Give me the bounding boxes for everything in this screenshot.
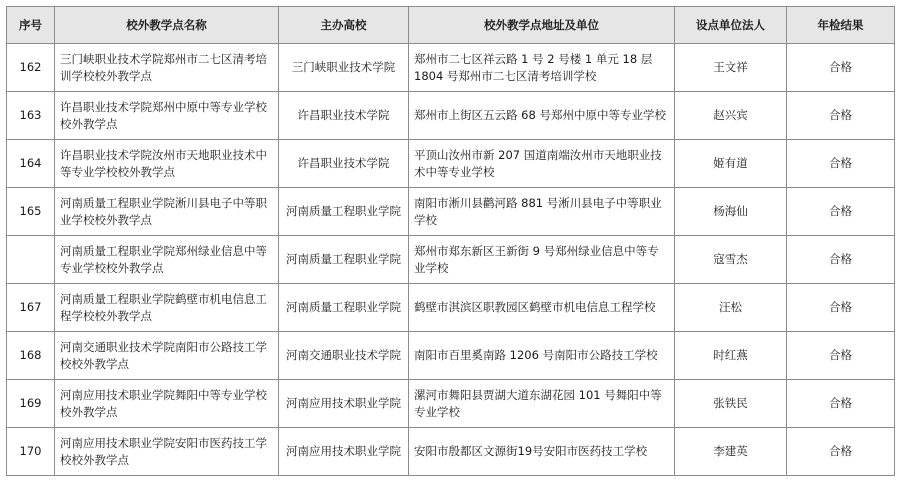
- cell-name: 河南应用技术职业学院安阳市医药技工学校校外教学点: [55, 428, 279, 476]
- cell-address: 漯河市舞阳县贾湖大道东湖花园 101 号舞阳中等专业学校: [409, 380, 675, 428]
- cell-result: 合格: [787, 332, 895, 380]
- inspection-table: [6, 6, 895, 476]
- cell-no: 168: [7, 332, 55, 380]
- cell-name: 河南质量工程职业学院郑州绿业信息中等专业学校校外教学点: [55, 236, 279, 284]
- cell-result: 合格: [787, 380, 895, 428]
- cell-representative: 寇雪杰: [675, 236, 787, 284]
- cell-address: 鹤壁市淇滨区职教园区鹤壁市机电信息工程学校: [409, 284, 675, 332]
- cell-school: 河南交通职业技术学院: [279, 332, 409, 380]
- cell-name: 河南质量工程职业学院鹤壁市机电信息工程学校校外教学点: [55, 284, 279, 332]
- header-no: 序号: [7, 7, 55, 44]
- header-result: 年检结果: [787, 7, 895, 44]
- cell-school: 河南质量工程职业学院: [279, 188, 409, 236]
- cell-representative: 李建英: [675, 428, 787, 476]
- cell-no: 162: [7, 44, 55, 92]
- cell-address: 安阳市殷都区文源街19号安阳市医药技工学校: [409, 428, 675, 476]
- cell-no: 167: [7, 284, 55, 332]
- table-row: [7, 332, 895, 380]
- header-name: 校外教学点名称: [55, 7, 279, 44]
- cell-representative: 赵兴宾: [675, 92, 787, 140]
- cell-no: 163: [7, 92, 55, 140]
- cell-address: 郑州市郑东新区王新街 9 号郑州绿业信息中等专业学校: [409, 236, 675, 284]
- cell-school: 河南质量工程职业学院: [279, 284, 409, 332]
- cell-representative: 王文祥: [675, 44, 787, 92]
- cell-address: 南阳市淅川县鹳河路 881 号淅川县电子中等职业学校: [409, 188, 675, 236]
- table-row: [7, 188, 895, 236]
- cell-name: 河南应用技术职业学院舞阳中等专业学校校外教学点: [55, 380, 279, 428]
- cell-school: 河南应用技术职业学院: [279, 428, 409, 476]
- cell-name: 河南质量工程职业学院淅川县电子中等职业学校校外教学点: [55, 188, 279, 236]
- cell-school: 河南应用技术职业学院: [279, 380, 409, 428]
- cell-result: 合格: [787, 284, 895, 332]
- cell-school: 许昌职业技术学院: [279, 140, 409, 188]
- header-representative: 设点单位法人: [675, 7, 787, 44]
- table-row: [7, 380, 895, 428]
- cell-result: 合格: [787, 236, 895, 284]
- cell-name: 许昌职业技术学院汝州市天地职业技术中等专业学校校外教学点: [55, 140, 279, 188]
- cell-representative: 姬有道: [675, 140, 787, 188]
- cell-no: 165: [7, 188, 55, 236]
- cell-address: 平顶山汝州市新 207 国道南端汝州市天地职业技术中等专业学校: [409, 140, 675, 188]
- cell-representative: 时红燕: [675, 332, 787, 380]
- cell-name: 河南交通职业技术学院南阳市公路技工学校校外教学点: [55, 332, 279, 380]
- table-row: [7, 44, 895, 92]
- cell-no: [7, 236, 55, 284]
- cell-no: 169: [7, 380, 55, 428]
- cell-result: 合格: [787, 428, 895, 476]
- cell-representative: 张铁民: [675, 380, 787, 428]
- table-row: [7, 284, 895, 332]
- table-row: [7, 92, 895, 140]
- cell-representative: 汪松: [675, 284, 787, 332]
- header-address: 校外教学点地址及单位: [409, 7, 675, 44]
- cell-school: 三门峡职业技术学院: [279, 44, 409, 92]
- table-row: [7, 140, 895, 188]
- cell-result: 合格: [787, 44, 895, 92]
- cell-address: 郑州市上街区五云路 68 号郑州中原中等专业学校: [409, 92, 675, 140]
- cell-name: 三门峡职业技术学院郑州市二七区清考培训学校校外教学点: [55, 44, 279, 92]
- cell-result: 合格: [787, 92, 895, 140]
- cell-school: 河南质量工程职业学院: [279, 236, 409, 284]
- table-header-row: [7, 7, 895, 44]
- cell-no: 170: [7, 428, 55, 476]
- table-row: [7, 236, 895, 284]
- cell-result: 合格: [787, 140, 895, 188]
- table-row: [7, 428, 895, 476]
- cell-address: 郑州市二七区祥云路 1 号 2 号楼 1 单元 18 层 1804 号郑州市二七区清考培训学校: [409, 44, 675, 92]
- cell-result: 合格: [787, 188, 895, 236]
- cell-address: 南阳市百里奚南路 1206 号南阳市公路技工学校: [409, 332, 675, 380]
- header-school: 主办高校: [279, 7, 409, 44]
- cell-no: 164: [7, 140, 55, 188]
- cell-school: 许昌职业技术学院: [279, 92, 409, 140]
- cell-name: 许昌职业技术学院郑州中原中等专业学校校外教学点: [55, 92, 279, 140]
- cell-representative: 杨海仙: [675, 188, 787, 236]
